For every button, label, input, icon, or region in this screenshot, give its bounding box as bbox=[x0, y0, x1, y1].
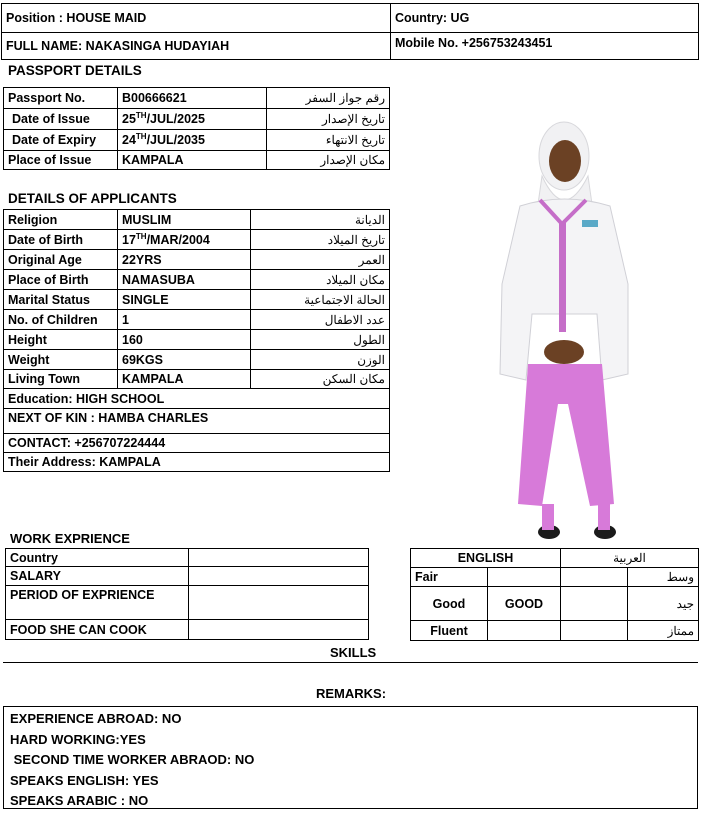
row-arabic: العمر bbox=[251, 250, 390, 270]
row-arabic: الوزن bbox=[251, 350, 390, 370]
work-section-title: WORK EXPRIENCE bbox=[10, 531, 130, 546]
english-level: GOOD bbox=[488, 587, 561, 621]
english-level bbox=[488, 621, 561, 641]
row-label: Country bbox=[6, 549, 189, 567]
table-row bbox=[4, 350, 390, 370]
arabic-level-label: ممتاز bbox=[628, 621, 699, 641]
contact-field: CONTACT: +256707224444 bbox=[4, 434, 390, 453]
arabic-level bbox=[561, 621, 628, 641]
table-row bbox=[4, 310, 390, 330]
full-name-field: FULL NAME: NAKASINGA HUDAYIAH bbox=[2, 33, 391, 60]
row-label: Date of Birth bbox=[4, 230, 118, 250]
skills-title: SKILLS bbox=[330, 645, 377, 660]
level-label: Good bbox=[411, 587, 488, 621]
table-row bbox=[4, 270, 390, 290]
english-header: ENGLISH bbox=[411, 549, 561, 568]
remark-item: EXPERIENCE ABROAD: NO bbox=[10, 711, 182, 726]
row-value bbox=[189, 620, 369, 640]
row-arabic: تاريخ الانتهاء bbox=[267, 130, 390, 151]
table-row bbox=[411, 549, 699, 568]
table-row bbox=[6, 586, 369, 620]
row-label: Religion bbox=[4, 210, 118, 230]
row-arabic: الحالة الاجتماعية bbox=[251, 290, 390, 310]
row-value bbox=[189, 549, 369, 567]
row-label: No. of Children bbox=[4, 310, 118, 330]
row-value: 22YRS bbox=[118, 250, 251, 270]
table-row bbox=[4, 230, 390, 250]
table-row bbox=[4, 250, 390, 270]
row-arabic: تاريخ الميلاد bbox=[251, 230, 390, 250]
applicant-photo bbox=[392, 64, 698, 542]
table-row bbox=[4, 290, 390, 310]
row-arabic: مكان السكن bbox=[251, 370, 390, 389]
row-label: FOOD SHE CAN COOK bbox=[6, 620, 189, 640]
row-value: 160 bbox=[118, 330, 251, 350]
row-arabic: الديانة bbox=[251, 210, 390, 230]
row-label: Place of Birth bbox=[4, 270, 118, 290]
row-label: Height bbox=[4, 330, 118, 350]
row-label: SALARY bbox=[6, 567, 189, 586]
position-field: Position : HOUSE MAID bbox=[2, 4, 391, 33]
table-row bbox=[6, 567, 369, 586]
country-field: Country: UG bbox=[391, 4, 699, 33]
remark-item: SECOND TIME WORKER ABRAOD: NO bbox=[10, 752, 255, 768]
passport-section-title: PASSPORT DETAILS bbox=[8, 63, 142, 78]
row-value bbox=[189, 586, 369, 620]
arabic-level-label: وسط bbox=[628, 568, 699, 587]
table-row bbox=[6, 620, 369, 640]
row-value: KAMPALA bbox=[118, 370, 251, 389]
table-row bbox=[4, 109, 390, 130]
table-row bbox=[4, 130, 390, 151]
row-label: Marital Status bbox=[4, 290, 118, 310]
header-table bbox=[1, 3, 699, 60]
table-row bbox=[4, 151, 390, 170]
row-value: NAMASUBA bbox=[118, 270, 251, 290]
skills-divider bbox=[3, 662, 698, 663]
row-arabic: الطول bbox=[251, 330, 390, 350]
arabic-level bbox=[561, 568, 628, 587]
row-label: Original Age bbox=[4, 250, 118, 270]
work-table bbox=[5, 548, 369, 640]
language-table bbox=[410, 548, 699, 641]
remark-item: SPEAKS ARABIC : NO bbox=[10, 793, 149, 809]
applicant-figure-illustration bbox=[392, 64, 698, 542]
row-arabic: رقم جواز السفر bbox=[267, 88, 390, 109]
table-row bbox=[411, 587, 699, 621]
applicant-table bbox=[3, 209, 390, 472]
arabic-level bbox=[561, 587, 628, 621]
table-row bbox=[4, 434, 390, 453]
row-value: B00666621 bbox=[118, 88, 267, 109]
table-row bbox=[6, 549, 369, 567]
row-label: Living Town bbox=[4, 370, 118, 389]
row-value: 25TH/JUL/2025 bbox=[118, 109, 267, 130]
applicant-section-title: DETAILS OF APPLICANTS bbox=[8, 191, 177, 206]
row-arabic: مكان الإصدار bbox=[267, 151, 390, 170]
address-field: Their Address: KAMPALA bbox=[4, 453, 390, 472]
table-row bbox=[4, 330, 390, 350]
table-row bbox=[4, 370, 390, 389]
table-row bbox=[4, 88, 390, 109]
arabic-level-label: جيد bbox=[628, 587, 699, 621]
education-field: Education: HIGH SCHOOL bbox=[4, 389, 390, 409]
row-label: PERIOD OF EXPRIENCE bbox=[6, 586, 189, 620]
passport-table bbox=[3, 87, 390, 170]
row-value: 69KGS bbox=[118, 350, 251, 370]
row-label: Weight bbox=[4, 350, 118, 370]
remarks-box bbox=[3, 706, 698, 809]
level-label: Fluent bbox=[411, 621, 488, 641]
table-row bbox=[411, 621, 699, 641]
level-label: Fair bbox=[411, 568, 488, 587]
table-row bbox=[4, 409, 390, 434]
table-row bbox=[411, 568, 699, 587]
english-level bbox=[488, 568, 561, 587]
table-row bbox=[4, 453, 390, 472]
row-label: Date of Issue bbox=[4, 109, 118, 130]
row-value bbox=[189, 567, 369, 586]
remarks-title: REMARKS: bbox=[316, 686, 387, 701]
row-value: SINGLE bbox=[118, 290, 251, 310]
row-value: 24TH/JUL/2035 bbox=[118, 130, 267, 151]
row-arabic: مكان الميلاد bbox=[251, 270, 390, 290]
remark-item: HARD WORKING:YES bbox=[10, 731, 146, 747]
table-row bbox=[4, 210, 390, 230]
row-value: 1 bbox=[118, 310, 251, 330]
row-arabic: تاريخ الإصدار bbox=[267, 109, 390, 130]
row-label: Place of Issue bbox=[4, 151, 118, 170]
arabic-header: العربية bbox=[561, 549, 699, 568]
remark-item: SPEAKS ENGLISH: YES bbox=[10, 772, 159, 788]
next-of-kin-field: NEXT OF KIN : HAMBA CHARLES bbox=[4, 409, 390, 434]
row-label: Passport No. bbox=[4, 88, 118, 109]
row-arabic: عدد الاطفال bbox=[251, 310, 390, 330]
row-value: KAMPALA bbox=[118, 151, 267, 170]
row-value: 17TH/MAR/2004 bbox=[118, 230, 251, 250]
row-label: Date of Expiry bbox=[4, 130, 118, 151]
mobile-field: Mobile No. +256753243451 bbox=[391, 33, 699, 60]
table-row bbox=[4, 389, 390, 409]
row-value: MUSLIM bbox=[118, 210, 251, 230]
